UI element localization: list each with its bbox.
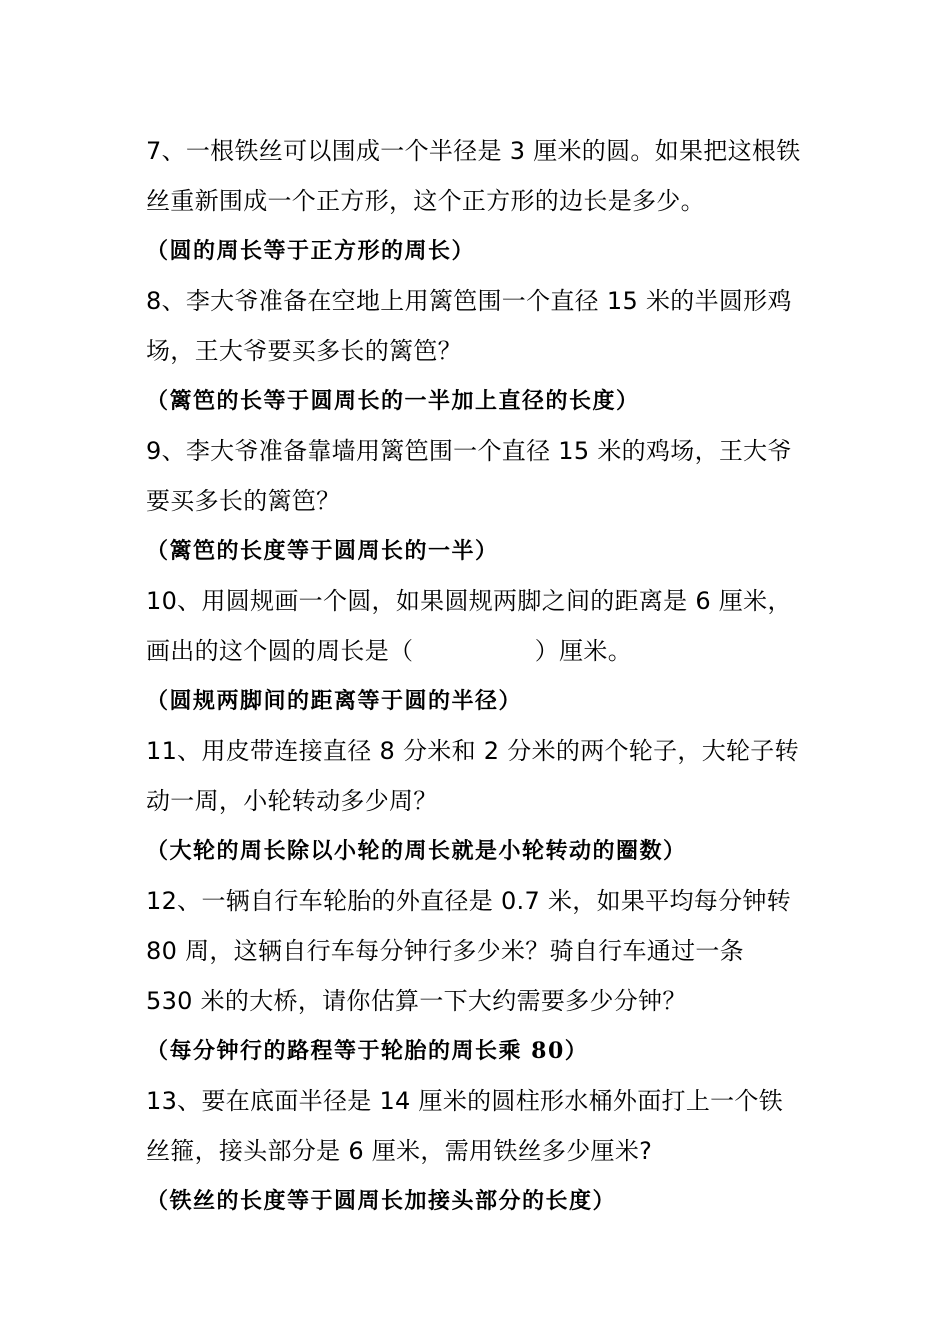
question-9-hint: （篱笆的长度等于圆周长的一半） [146, 538, 499, 564]
question-10-line-2: 画出的这个圆的周长是（ ）厘米。 [146, 637, 632, 665]
question-9-line-2: 要买多长的篱笆？ [146, 487, 341, 515]
question-12-line-3: 530 米的大桥，请你估算一下大约需要多少分钟？ [146, 987, 687, 1015]
question-10-line-1: 10、用圆规画一个圆，如果圆规两脚之间的距离是 6 厘米， [146, 587, 792, 615]
question-12-hint: （每分钟行的路程等于轮胎的周长乘 80） [146, 1038, 589, 1064]
question-13-line-2: 丝箍，接头部分是 6 厘米，需用铁丝多少厘米? [146, 1137, 653, 1165]
question-11-line-1: 11、用皮带连接直径 8 分米和 2 分米的两个轮子，大轮子转 [146, 737, 799, 765]
question-13-hint: （铁丝的长度等于圆周长加接头部分的长度） [146, 1188, 617, 1214]
question-11-hint: （大轮的周长除以小轮的周长就是小轮转动的圈数） [146, 838, 687, 864]
question-9-line-1: 9、李大爷准备靠墙用篱笆围一个直径 15 米的鸡场，王大爷 [146, 437, 792, 465]
question-8-hint: （篱笆的长等于圆周长的一半加上直径的长度） [146, 388, 640, 414]
question-11-line-2: 动一周，小轮转动多少周？ [146, 787, 438, 815]
question-8-line-1: 8、李大爷准备在空地上用篱笆围一个直径 15 米的半圆形鸡 [146, 287, 792, 315]
question-12-line-2: 80 周，这辆自行车每分钟行多少米？骑自行车通过一条 [146, 937, 744, 965]
document-body [146, 126, 826, 1226]
question-10-hint: （圆规两脚间的距离等于圆的半径） [146, 688, 523, 714]
question-7-line-1: 7、一根铁丝可以围成一个半径是 3 厘米的圆。如果把这根铁 [146, 137, 801, 165]
question-13-line-1: 13、要在底面半径是 14 厘米的圆柱形水桶外面打上一个铁 [146, 1087, 784, 1115]
question-7-line-2: 丝重新围成一个正方形，这个正方形的边长是多少。 [146, 187, 705, 215]
question-8-line-2: 场，王大爷要买多长的篱笆？ [146, 337, 462, 365]
question-12-line-1: 12、一辆自行车轮胎的外直径是 0.7 米，如果平均每分钟转 [146, 887, 791, 915]
question-7-hint: （圆的周长等于正方形的周长） [146, 238, 476, 264]
